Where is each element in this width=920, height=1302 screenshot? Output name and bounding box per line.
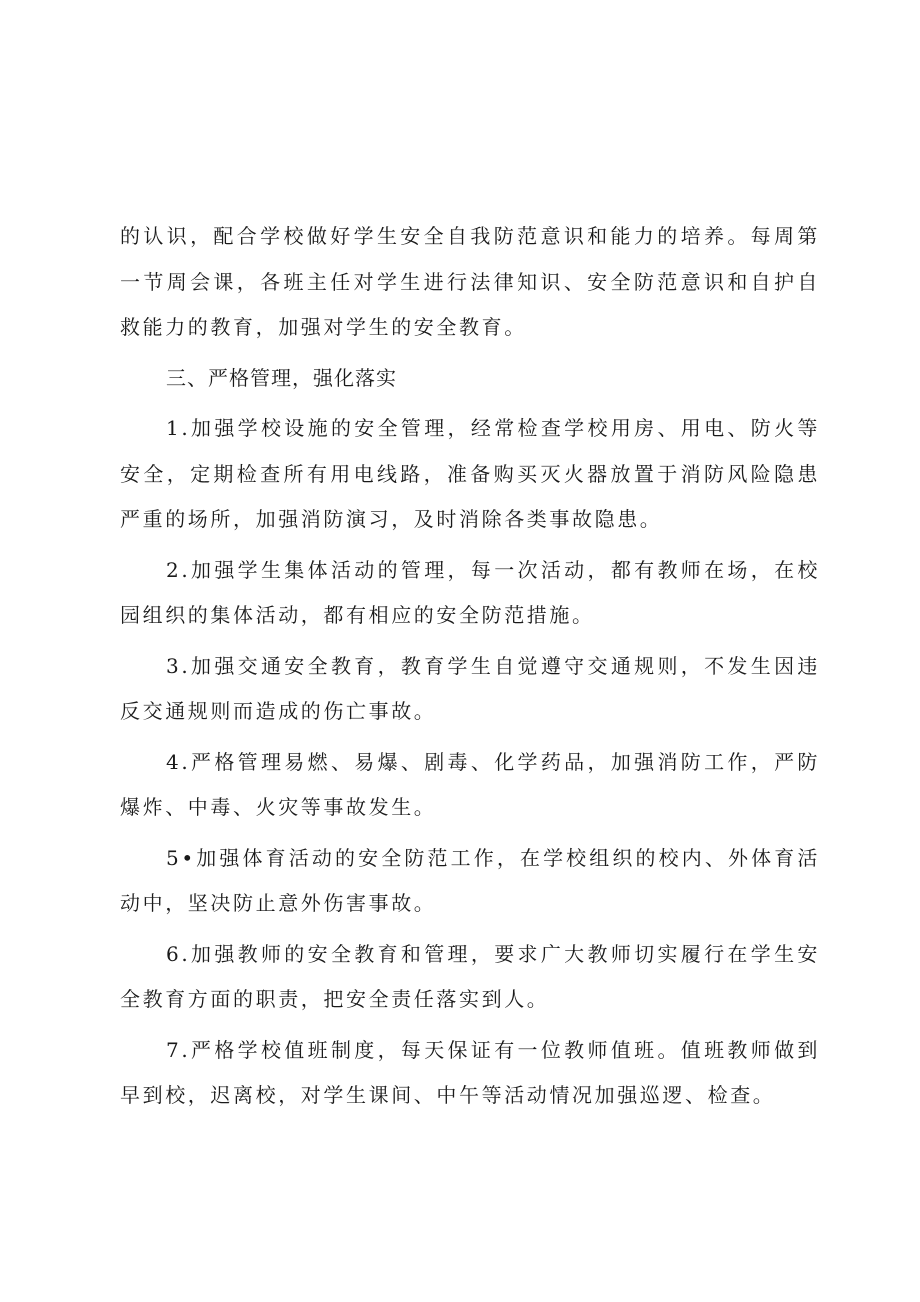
list-item-1: 1.加强学校设施的安全管理，经常检查学校用房、用电、防火等安全，定期检查所有用电线路，准备购买灭火器放置于消防风险隐患严重的场所，加强消防演习，及时消除各类事故隐患。	[120, 416, 820, 531]
document-body	[120, 214, 820, 1124]
intro-paragraph: 的认识，配合学校做好学生安全自我防范意识和能力的培养。每周第一节周会课，各班主任对学生进行法律知识、安全防范意识和自护自救能力的教育，加强对学生的安全教育。	[120, 224, 820, 339]
list-item-7: 7.严格学校值班制度，每天保证有一位教师值班。值班教师做到早到校，迟离校，对学生课间、中午等活动情况加强巡逻、检查。	[120, 1037, 820, 1107]
list-item-5: 5•加强体育活动的安全防范工作，在学校组织的校内、外体育活动中，坚决防止意外伤害事故。	[120, 845, 820, 915]
list-item-6: 6.加强教师的安全教育和管理，要求广大教师切实履行在学生安全教育方面的职责，把安全责任落实到人。	[120, 941, 820, 1011]
list-item-2: 2.加强学生集体活动的管理，每一次活动，都有教师在场，在校园组织的集体活动，都有相应的安全防范措施。	[120, 557, 820, 627]
section-heading: 三、严格管理，强化落实	[166, 365, 397, 390]
list-item-3: 3.加强交通安全教育，教育学生自觉遵守交通规则，不发生因违反交通规则而造成的伤亡事故。	[120, 653, 820, 723]
list-item-4: 4.严格管理易燃、易爆、剧毒、化学药品，加强消防工作，严防爆炸、中毒、火灾等事故发生。	[120, 749, 820, 819]
